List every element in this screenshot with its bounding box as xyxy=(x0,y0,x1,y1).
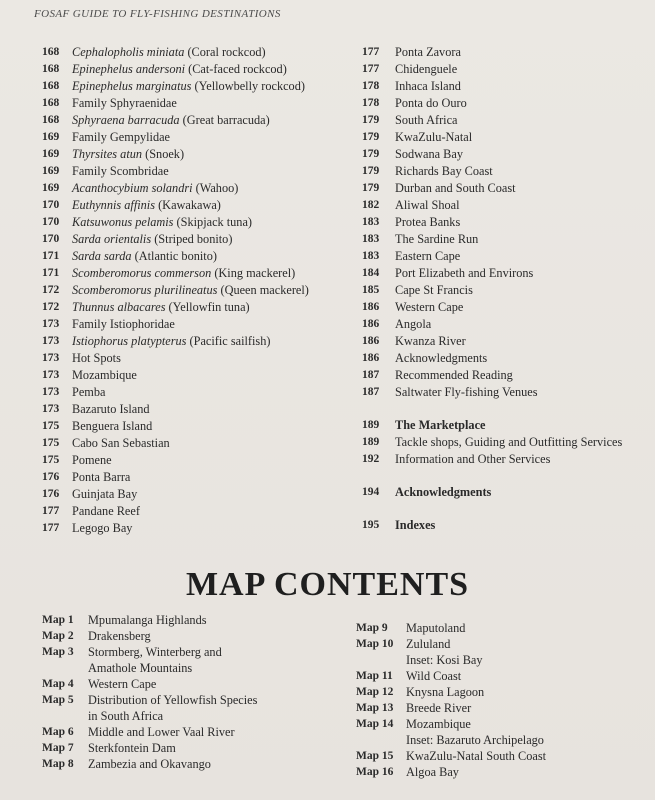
entry-text: (Wahoo) xyxy=(192,181,239,195)
page-number: 187 xyxy=(362,369,380,381)
contents-entry xyxy=(362,112,647,129)
page-number: 169 xyxy=(42,148,60,160)
species-name: Epinephelus andersoni xyxy=(72,62,186,76)
marketplace-heading xyxy=(362,417,647,434)
entry-title xyxy=(72,180,342,197)
map-entry xyxy=(42,740,342,756)
entry-title: Recommended Reading xyxy=(395,368,513,382)
entry-text: (Atlantic bonito) xyxy=(131,249,217,263)
page-number: 186 xyxy=(362,335,380,347)
entry-title: Port Elizabeth and Environs xyxy=(395,266,534,280)
entry-title: Richards Bay Coast xyxy=(395,164,493,178)
map-number xyxy=(356,652,406,668)
acknowledgments-section xyxy=(362,484,647,501)
entry-text: (Yellowbelly rockcod) xyxy=(191,79,305,93)
page-number: 179 xyxy=(362,148,380,160)
entry-title xyxy=(72,282,342,299)
map-title: Mozambique xyxy=(406,717,471,731)
map-entry xyxy=(42,644,342,660)
contents-entry xyxy=(362,248,647,265)
contents-entry xyxy=(42,520,342,537)
page-number: 173 xyxy=(42,386,60,398)
map-entry xyxy=(42,612,342,628)
page-number: 179 xyxy=(362,165,380,177)
contents-entry xyxy=(42,112,342,129)
species-name: Sphyraena barracuda xyxy=(72,113,180,127)
entry-title: Durban and South Coast xyxy=(395,181,516,195)
map-contents-title: MAP CONTENTS xyxy=(185,566,470,603)
map-title: Knysna Lagoon xyxy=(406,685,485,699)
page-number: 171 xyxy=(42,250,60,262)
map-entry xyxy=(356,732,646,748)
contents-entry xyxy=(362,434,647,451)
contents-entry xyxy=(42,401,342,418)
entry-title xyxy=(72,520,342,537)
contents-entry xyxy=(42,282,342,299)
entry-title xyxy=(72,316,342,333)
entry-text: Pomene xyxy=(72,453,112,467)
entry-text: Cabo San Sebastian xyxy=(72,436,170,450)
page-number: 168 xyxy=(42,97,60,109)
contents-entry xyxy=(42,95,342,112)
entry-title xyxy=(72,61,342,78)
spacer xyxy=(362,501,647,517)
contents-entry xyxy=(42,316,342,333)
entry-text: (Yellowfin tuna) xyxy=(165,300,250,314)
entry-title xyxy=(72,367,342,384)
entry-text: (Kawakawa) xyxy=(155,198,221,212)
page-number: 168 xyxy=(42,80,60,92)
entry-title: Saltwater Fly-fishing Venues xyxy=(395,385,538,399)
entry-title xyxy=(72,214,342,231)
species-name: Acanthocybium solandri xyxy=(72,181,193,195)
map-number: Map 10 xyxy=(356,638,394,650)
entry-title: Acknowledgments xyxy=(395,351,488,365)
map-title: Mpumalanga Highlands xyxy=(88,613,207,627)
contents-entry xyxy=(42,180,342,197)
contents-entry xyxy=(42,469,342,486)
page-number: 170 xyxy=(42,233,60,245)
map-entry xyxy=(42,692,342,708)
contents-entry xyxy=(362,316,647,333)
map-number: Map 2 xyxy=(42,630,74,642)
contents-entry xyxy=(362,384,647,401)
entry-title: Ponta Zavora xyxy=(395,45,461,59)
map-entry xyxy=(356,620,646,636)
entry-text: (Cat-faced rockcod) xyxy=(185,62,287,76)
contents-entry xyxy=(42,384,342,401)
entry-text: Mozambique xyxy=(72,368,137,382)
contents-entry xyxy=(42,265,342,282)
page-number: 173 xyxy=(42,369,60,381)
running-header: FOSAF GUIDE TO FLY-FISHING DESTINATIONS xyxy=(34,8,281,20)
contents-entry xyxy=(42,146,342,163)
species-name: Euthynnis affinis xyxy=(72,198,156,212)
page-number: 179 xyxy=(362,114,380,126)
page-number: 169 xyxy=(42,131,60,143)
entry-title xyxy=(72,163,342,180)
species-name: Scomberomorus plurilineatus xyxy=(72,283,218,297)
page-number: 173 xyxy=(42,352,60,364)
map-title: Sterkfontein Dam xyxy=(88,741,176,755)
contents-entry xyxy=(42,163,342,180)
species-name: Cephalopholis miniata xyxy=(72,45,185,59)
map-entry xyxy=(42,660,342,676)
entry-title xyxy=(72,401,342,418)
entry-title xyxy=(72,350,342,367)
entry-title xyxy=(72,435,342,452)
page-number: 169 xyxy=(42,165,60,177)
map-title: Inset: Bazaruto Archipelago xyxy=(406,733,544,747)
contents-right-column xyxy=(362,44,647,534)
contents-right-list xyxy=(362,44,647,401)
page-number: 173 xyxy=(42,318,60,330)
map-entry xyxy=(42,724,342,740)
entry-title: Tackle shops, Guiding and Outfitting Services xyxy=(395,435,623,449)
entry-title xyxy=(72,469,342,486)
entry-text: (Queen mackerel) xyxy=(217,283,309,297)
contents-left-column xyxy=(42,44,342,537)
map-entry xyxy=(42,676,342,692)
entry-text: Benguera Island xyxy=(72,419,153,433)
entry-title: Protea Banks xyxy=(395,215,461,229)
contents-entry xyxy=(42,197,342,214)
entry-title: Aliwal Shoal xyxy=(395,198,460,212)
map-entry xyxy=(42,628,342,644)
entry-text: Hot Spots xyxy=(72,351,121,365)
map-number xyxy=(356,732,406,748)
page-number: 179 xyxy=(362,131,380,143)
entry-title: Cape St Francis xyxy=(395,283,473,297)
entry-title xyxy=(72,418,342,435)
map-title: Zululand xyxy=(406,637,451,651)
entry-title: KwaZulu-Natal xyxy=(395,130,473,144)
map-number: Map 1 xyxy=(42,614,74,626)
map-entry xyxy=(356,636,646,652)
contents-entry xyxy=(42,333,342,350)
entry-text: Legogo Bay xyxy=(72,521,133,535)
map-entry xyxy=(356,748,646,764)
species-name: Scomberomorus commerson xyxy=(72,266,212,280)
contents-entry xyxy=(362,146,647,163)
page-number: 176 xyxy=(42,471,60,483)
species-name: Sarda orientalis xyxy=(72,232,152,246)
map-number: Map 15 xyxy=(356,750,394,762)
map-title: Zambezia and Okavango xyxy=(88,757,211,771)
map-list-right xyxy=(356,620,646,780)
page-number: 195 xyxy=(362,519,380,531)
map-entry xyxy=(356,700,646,716)
page-number: 183 xyxy=(362,233,380,245)
map-number: Map 8 xyxy=(42,758,74,770)
entry-title: Inhaca Island xyxy=(395,79,461,93)
map-title: Stormberg, Winterberg and xyxy=(88,645,222,659)
entry-text: (Skipjack tuna) xyxy=(173,215,253,229)
section-title: Acknowledgments xyxy=(395,485,492,499)
map-title: Distribution of Yellowfish Species xyxy=(88,693,258,707)
contents-entry xyxy=(362,333,647,350)
entry-text: Bazaruto Island xyxy=(72,402,150,416)
contents-entry xyxy=(42,435,342,452)
page-number: 187 xyxy=(362,386,380,398)
page-number: 192 xyxy=(362,453,380,465)
map-number: Map 12 xyxy=(356,686,394,698)
page-number: 170 xyxy=(42,199,60,211)
entry-text: Family Sphyraenidae xyxy=(72,96,177,110)
species-name: Istiophorus platypterus xyxy=(72,334,187,348)
map-title: KwaZulu-Natal South Coast xyxy=(406,749,547,763)
entry-title: Western Cape xyxy=(395,300,464,314)
contents-entry xyxy=(42,299,342,316)
contents-entry xyxy=(362,282,647,299)
map-number: Map 6 xyxy=(42,726,74,738)
contents-entry xyxy=(42,231,342,248)
page-number: 178 xyxy=(362,80,380,92)
contents-entry xyxy=(362,129,647,146)
map-title: Amathole Mountains xyxy=(88,661,193,675)
entry-title xyxy=(72,231,342,248)
section-title: The Marketplace xyxy=(395,418,486,432)
page-number: 175 xyxy=(42,420,60,432)
species-name: Thyrsites atun xyxy=(72,147,143,161)
map-title: Wild Coast xyxy=(406,669,462,683)
page-number: 176 xyxy=(42,488,60,500)
map-title: Breede River xyxy=(406,701,472,715)
page-number: 178 xyxy=(362,97,380,109)
page-number: 182 xyxy=(362,199,380,211)
entry-text: (Snoek) xyxy=(142,147,185,161)
entry-title xyxy=(72,146,342,163)
map-number: Map 14 xyxy=(356,718,394,730)
spacer xyxy=(362,468,647,484)
contents-entry xyxy=(362,367,647,384)
entry-title xyxy=(72,44,342,61)
map-title: Maputoland xyxy=(406,621,466,635)
page-number: 168 xyxy=(42,114,60,126)
species-name: Sarda sarda xyxy=(72,249,132,263)
species-name: Epinephelus marginatus xyxy=(72,79,192,93)
page-number: 173 xyxy=(42,335,60,347)
contents-entry xyxy=(42,418,342,435)
contents-entry xyxy=(42,248,342,265)
entry-title: Ponta do Ouro xyxy=(395,96,467,110)
contents-entry xyxy=(42,367,342,384)
map-title: Middle and Lower Vaal River xyxy=(88,725,235,739)
page-number: 169 xyxy=(42,182,60,194)
entry-title: South Africa xyxy=(395,113,458,127)
map-number xyxy=(42,660,88,676)
page-number: 194 xyxy=(362,486,380,498)
species-name: Thunnus albacares xyxy=(72,300,166,314)
map-number: Map 4 xyxy=(42,678,74,690)
section-title: Indexes xyxy=(395,518,436,532)
entry-text: Family Scombridae xyxy=(72,164,169,178)
contents-entry xyxy=(362,180,647,197)
map-title: Drakensberg xyxy=(88,629,151,643)
contents-entry xyxy=(42,214,342,231)
map-entry xyxy=(356,716,646,732)
map-number: Map 3 xyxy=(42,646,74,658)
contents-entry xyxy=(42,44,342,61)
map-entry xyxy=(356,668,646,684)
entry-text: (King mackerel) xyxy=(211,266,296,280)
contents-entry xyxy=(362,451,647,468)
entry-title xyxy=(72,78,342,95)
page-number: 179 xyxy=(362,182,380,194)
entry-title xyxy=(72,299,342,316)
entry-title xyxy=(72,384,342,401)
contents-entry xyxy=(362,231,647,248)
contents-entry xyxy=(42,452,342,469)
page-number: 171 xyxy=(42,267,60,279)
map-number: Map 5 xyxy=(42,694,74,706)
contents-entry xyxy=(42,78,342,95)
page-number: 183 xyxy=(362,216,380,228)
map-title: in South Africa xyxy=(88,709,164,723)
page-number: 186 xyxy=(362,352,380,364)
page-number: 186 xyxy=(362,318,380,330)
entry-title xyxy=(72,248,342,265)
map-number: Map 16 xyxy=(356,766,394,778)
contents-entry xyxy=(362,95,647,112)
entry-title: Eastern Cape xyxy=(395,249,461,263)
contents-entry xyxy=(362,163,647,180)
entry-text: (Great barracuda) xyxy=(179,113,270,127)
map-title: Algoa Bay xyxy=(406,765,459,779)
map-title: Western Cape xyxy=(88,677,157,691)
page-number: 175 xyxy=(42,437,60,449)
map-number: Map 11 xyxy=(356,670,393,682)
contents-entry xyxy=(362,299,647,316)
entry-title xyxy=(72,333,342,350)
page-number: 172 xyxy=(42,284,60,296)
contents-entry xyxy=(362,197,647,214)
contents-entry xyxy=(42,503,342,520)
map-number: Map 7 xyxy=(42,742,74,754)
map-entry xyxy=(42,756,342,772)
species-name: Katsuwonus pelamis xyxy=(72,215,174,229)
entry-title xyxy=(72,503,342,520)
page-number: 184 xyxy=(362,267,380,279)
spacer xyxy=(362,401,647,417)
contents-entry xyxy=(42,129,342,146)
page-number: 168 xyxy=(42,46,60,58)
contents-entry xyxy=(42,350,342,367)
entry-title xyxy=(72,486,342,503)
entry-title xyxy=(72,129,342,146)
entry-text: Ponta Barra xyxy=(72,470,131,484)
page-number: 177 xyxy=(42,522,60,534)
map-entry xyxy=(356,652,646,668)
contents-entry xyxy=(362,61,647,78)
contents-entry xyxy=(42,486,342,503)
map-number: Map 9 xyxy=(356,622,388,634)
entry-text: (Striped bonito) xyxy=(151,232,233,246)
contents-entry xyxy=(362,350,647,367)
page-number: 185 xyxy=(362,284,380,296)
page-number: 189 xyxy=(362,436,380,448)
entry-title: Information and Other Services xyxy=(395,452,551,466)
map-title: Inset: Kosi Bay xyxy=(406,653,483,667)
entry-title xyxy=(72,197,342,214)
entry-title xyxy=(72,112,342,129)
entry-text: (Coral rockcod) xyxy=(184,45,266,59)
map-number xyxy=(42,708,88,724)
entry-title: The Sardine Run xyxy=(395,232,479,246)
entry-title xyxy=(72,452,342,469)
entry-title: Chidenguele xyxy=(395,62,458,76)
map-entry xyxy=(356,684,646,700)
entry-text: Pandane Reef xyxy=(72,504,140,518)
entry-text: Pemba xyxy=(72,385,106,399)
indexes-section xyxy=(362,517,647,534)
entry-title: Sodwana Bay xyxy=(395,147,463,161)
page-number: 172 xyxy=(42,301,60,313)
page-number: 183 xyxy=(362,250,380,262)
contents-entry xyxy=(42,61,342,78)
page-number: 186 xyxy=(362,301,380,313)
entry-title: Angola xyxy=(395,317,432,331)
map-entry xyxy=(42,708,342,724)
contents-entry xyxy=(362,78,647,95)
map-list-left xyxy=(42,612,342,772)
page-number: 175 xyxy=(42,454,60,466)
contents-entry xyxy=(362,214,647,231)
entry-text: Guinjata Bay xyxy=(72,487,138,501)
page-number: 177 xyxy=(362,63,380,75)
page-number: 170 xyxy=(42,216,60,228)
contents-entry xyxy=(362,265,647,282)
page-number: 168 xyxy=(42,63,60,75)
entry-text: Family Gempylidae xyxy=(72,130,171,144)
entry-text: (Pacific sailfish) xyxy=(186,334,271,348)
page-number: 177 xyxy=(362,46,380,58)
page-number: 173 xyxy=(42,403,60,415)
page-number: 177 xyxy=(42,505,60,517)
entry-title: Kwanza River xyxy=(395,334,466,348)
map-entry xyxy=(356,764,646,780)
entry-title xyxy=(72,265,342,282)
page-number: 189 xyxy=(362,419,380,431)
entry-title xyxy=(72,95,342,112)
map-number: Map 13 xyxy=(356,702,394,714)
contents-entry xyxy=(362,44,647,61)
entry-text: Family Istiophoridae xyxy=(72,317,175,331)
